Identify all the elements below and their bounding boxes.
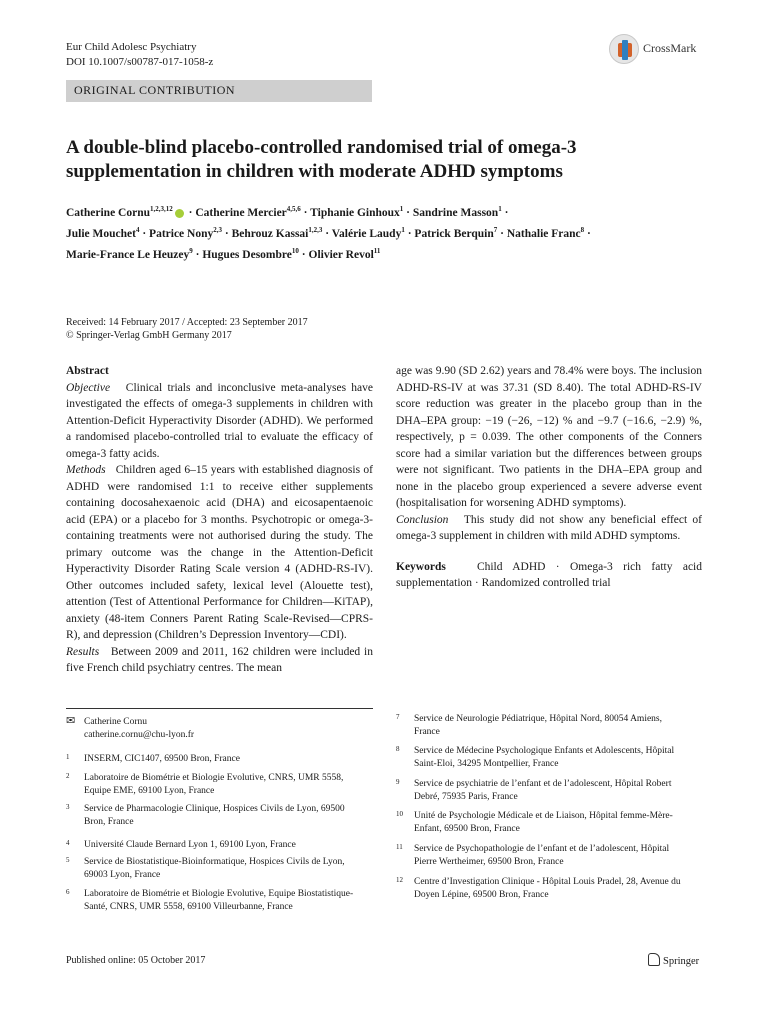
author-affiliation: 9 <box>189 246 193 255</box>
conclusion-label: Conclusion <box>396 513 449 526</box>
footnote-text: Service de Biostatistique-Bioinformatique, Hospices Civils de Lyon, 69003 Lyon, France <box>84 857 345 880</box>
journal-name: Eur Child Adolesc Psychiatry <box>66 41 197 53</box>
orcid-icon[interactable] <box>175 209 184 218</box>
author-affiliation: 2,3 <box>213 225 222 234</box>
section-banner <box>66 80 372 102</box>
crossmark-badge[interactable] <box>609 34 719 64</box>
results-continuation: age was 9.90 (SD 2.62) years and 78.4% were boys. The inclusion ADHD-RS-IV at was 37.31 (SD 8.40). The total ADHD-RS-IV score reduction was greater in the placebo group than in the DHA–EPA group: −19 (−26, −12) % and −9.7 (−16.6, −2.9) %, respectively, p = 0.039. The other components of the Conners score had a similar variation but the differences between groups were not significant. Two patients in the DHA–EPA group and none in the placebo group experienced a severe adverse event (hospitalisation for worsening ADHD symptoms). <box>396 365 702 509</box>
author-name: Valérie Laudy <box>331 227 402 240</box>
abstract-heading: Abstract <box>66 365 109 377</box>
author-line: Julie Mouchet$^4$ · Patrice Nony$^{2,3}$ · Behrouz Kassai$^{1,2,3}$ · Valérie Laudy$^1$ · Patrick Berquin$^7$ · Nathalie Franc$^8$ · <box>66 225 591 240</box>
footnote-number: 7 <box>396 713 400 721</box>
author-affiliation: 10 <box>291 246 299 255</box>
footnote-number: 12 <box>396 876 403 884</box>
footnote-text: Service de Psychopathologie de l’enfant et de l’adolescent, Hôpital Pierre Wertheimer, 69500 Bron, France <box>414 844 670 867</box>
springer-horse-icon <box>648 953 660 966</box>
keywords-text: Child ADHD · Omega-3 rich fatty acid supplementation · Randomized controlled trial <box>396 560 702 589</box>
author-affiliation: 1 <box>399 205 404 213</box>
journal-header <box>66 40 213 70</box>
author-affiliation: 4,5,6 <box>286 205 301 213</box>
article-dates <box>66 316 308 342</box>
springer-logo <box>648 953 699 967</box>
footnote-text: Catherine Cornu catherine.cornu@chu-lyon.fr <box>84 717 195 740</box>
author-line: Catherine Cornu$^{1,2,3,12}$ · Catherine Mercier$^{4,5,6}$ · Tiphanie Ginhoux$^1$ · Sandrine Masson$^1$ · <box>66 205 509 219</box>
crossmark-icon <box>609 34 639 64</box>
footnote-text: INSERM, CIC1407, 69500 Bron, France <box>84 754 240 764</box>
author-name: Catherine Mercier <box>195 206 287 219</box>
author-name: Catherine Cornu <box>66 206 151 219</box>
author-affiliation: 8 <box>580 225 585 234</box>
footnote-text: Université Claude Bernard Lyon 1, 69100 Lyon, France <box>84 840 296 850</box>
author-name: Sandrine Masson <box>412 206 499 219</box>
footnote-number: 11 <box>396 843 403 851</box>
abstract-left-column <box>66 363 373 677</box>
author-name: Marie-France Le Heuzey <box>66 248 190 261</box>
abstract-conclusion <box>396 512 702 545</box>
footnote-text: Laboratoire de Biométrie et Biologie Evolutive, Equipe Biostatistique-Santé, CNRS, UMR 5558, 69100 Villeurbanne, France <box>84 889 354 912</box>
author-affiliation: 4 <box>135 225 140 234</box>
author-name: Julie Mouchet <box>66 227 136 240</box>
author-affiliation: 1 <box>401 225 405 234</box>
footnote-text: Unité de Psychologie Médicale et de Liaison, Hôpital femme-Mère-Enfant, 69500 Bron, France <box>414 811 673 834</box>
footnote-number: 5 <box>66 856 70 864</box>
author-line: Marie-France Le Heuzey$^9$ · Hugues Desombre$^{10}$ · Olivier Revol$^{11}$ <box>66 246 381 261</box>
author-affiliation: 7 <box>493 225 498 234</box>
published-online: Published online: 05 October 2017 <box>66 955 206 966</box>
crossmark-label: CrossMark <box>643 41 697 55</box>
received-accepted: Received: 14 February 2017 / Accepted: 23 September 2017 <box>66 317 308 328</box>
objective-text: Clinical trials and inconclusive meta-analyses have investigated the effects of omega-3 supplements in children with Attention-Deficit Hyperactivity Disorder (ADHD). We performed a randomised placebo-controlled trial to evaluate the efficacy of omega-3 fatty acids. <box>66 381 373 460</box>
footnote-text: Laboratoire de Biométrie et Biologie Evolutive, CNRS, UMR 5558, Equipe EME, 69100 Lyon, France <box>84 773 344 796</box>
section-label: ORIGINAL CONTRIBUTION <box>74 83 236 97</box>
author-affiliation: 11 <box>373 246 381 255</box>
footnote-text: Service de Médecine Psychologique Enfants et Adolescents, Hôpital Saint-Eloi, 34295 Montpellier, France <box>414 746 675 769</box>
author-list <box>66 201 696 263</box>
footnote-number: 8 <box>396 745 400 753</box>
results-text: Between 2009 and 2011, 162 children were included in five French child psychiatry centres. The mean <box>66 645 373 674</box>
author-name: Nathalie Franc <box>506 227 581 240</box>
results-label: Results <box>66 645 100 658</box>
footnote-divider <box>66 708 373 709</box>
author-affiliation: 1,2,3 <box>308 225 323 234</box>
author-name: Hugues Desombre <box>202 248 292 261</box>
methods-text: Children aged 6–15 years with established diagnosis of ADHD were randomised 1:1 to receive either supplements containing docosahexaenoic acid (DHA) and eicosapentaenoic acid (EPA) or a placebo for 3 months. Psychotropic or omega-3-containing treatments were not authorised during the study. The primary outcome was the change in the Attention-Deficit Hyperactivity Disorder Rating Scale version 4 (ADHD-RS-IV). Other outcomes included safety, lexical level (Alouette test), attention (Test of Attentional Performance for Children—KiTAP), anxiety (48-item Conners Parent Rating Scale-Revised—CPRS-R), and depression (Children’s Depression Inventory—CDI). <box>66 464 373 641</box>
abstract-objective <box>66 380 373 463</box>
footnote-text: Service de Pharmacologie Clinique, Hospices Civils de Lyon, 69500 Bron, France <box>84 804 345 827</box>
doi[interactable]: DOI 10.1007/s00787-017-1058-z <box>66 56 214 68</box>
abstract-results <box>66 644 373 677</box>
keywords <box>396 559 702 592</box>
methods-label: Methods <box>66 464 106 476</box>
publisher-name: Springer <box>663 956 700 967</box>
keywords-label: Keywords <box>396 560 446 573</box>
article-title: A double-blind placebo-controlled randomised trial of omega-3 supplementation in children with moderate ADHD symptoms <box>66 137 577 182</box>
footnote-number: 9 <box>396 778 400 786</box>
author-affiliation: 1 <box>498 205 502 213</box>
copyright: © Springer-Verlag GmbH Germany 2017 <box>66 330 232 341</box>
author-name: Behrouz Kassai <box>231 227 309 240</box>
abstract-methods <box>66 462 373 644</box>
footnote-number: 3 <box>66 803 70 811</box>
footnote-number: 4 <box>66 839 70 847</box>
author-name: Patrice Nony <box>149 227 214 240</box>
footnote-number: 2 <box>66 772 70 780</box>
footnote-text: Service de psychiatrie de l’enfant et de l’adolescent, Hôpital Robert Debré, 75935 Paris, France <box>414 779 672 802</box>
conclusion-text: This study did not show any beneficial effect of omega-3 supplement in children with mild ADHD symptoms. <box>396 513 702 542</box>
author-name: Tiphanie Ginhoux <box>310 206 400 219</box>
footnote-text: Service de Neurologie Pédiatrique, Hôpital Nord, 80054 Amiens, France <box>414 714 663 737</box>
abstract-right-column <box>396 363 702 592</box>
footnote-text: Centre d’Investigation Clinique - Hôpital Louis Pradel, 28, Avenue du Doyen Lépine, 69500 Bron, France <box>414 877 681 900</box>
footnote-number: 10 <box>396 810 403 818</box>
footnote-number: ✉ <box>66 715 76 727</box>
author-affiliation: 1,2,3,12 <box>150 205 173 213</box>
footnote-number: 6 <box>66 888 70 896</box>
footnote-number: 1 <box>66 753 70 761</box>
author-name: Patrick Berquin <box>414 227 494 240</box>
objective-label: Objective <box>66 381 111 394</box>
author-name: Olivier Revol <box>308 248 374 261</box>
